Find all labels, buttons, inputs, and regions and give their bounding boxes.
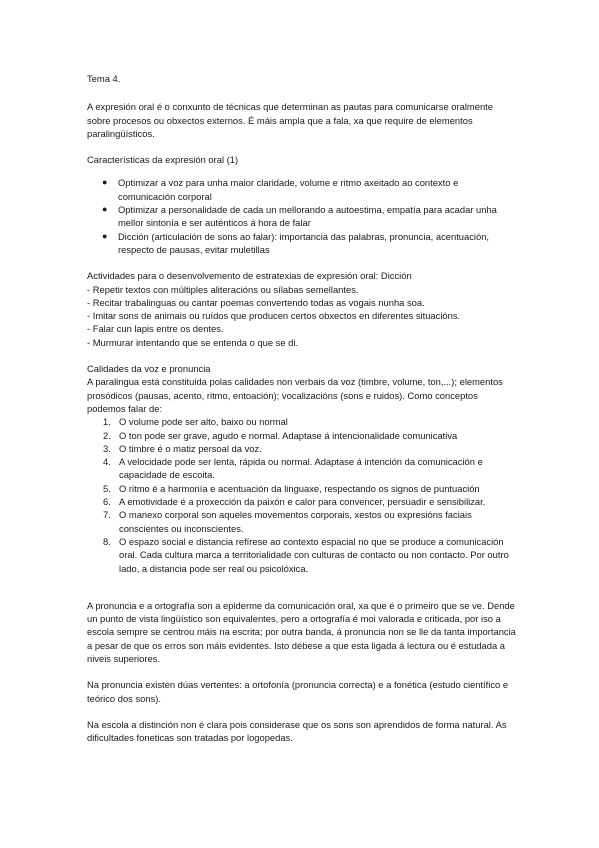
list-item: ● Optimizar a voz para unha maior claridade, volume e ritmo axeitado ao contexto e comunicación corporal [102, 177, 459, 202]
vertentes-paragraph: Na pronuncia existen dúas vertentes: a ortofonía (pronuncia correcta) e a fonética (estudo científico e teórico dos sons). [87, 679, 509, 704]
activities-list [87, 283, 517, 349]
concepts-list [87, 415, 517, 575]
list-item: - Imitar sons de animais ou ruídos que producen certos obxectos en diferentes situacións. [87, 310, 461, 322]
bullet-icon: ● [102, 204, 108, 215]
page-title: Tema 4. [87, 73, 121, 84]
activities-heading: Actividades para o desenvolvemento de estratexias de expresión oral: Dicción [87, 270, 412, 282]
intro-paragraph: A expresión oral é o conxunto de técnicas que determinan as pautas para comunicarse oralmente sobre procesos ou obxectos externos. É máis ampla que a fala, xa que require de elementos paralingüísticos. [87, 101, 493, 139]
characteristics-heading: Características da expresión oral (1) [87, 154, 239, 166]
list-item: - Recitar trabalinguas ou cantar poemas convertendo todas as vogais nunha soa. [87, 296, 425, 308]
list-item: 8. O espazo social e distancia refírese ao contexto espacial no que se produce a comunicación oral. Cada cultura marca a territorialidade con culturas de contacto ou non contacto. Por outro lado, a distancia pode ser real ou psicolóxica. [103, 535, 509, 574]
list-item: 2. O ton pode ser grave, agudo e normal. Adaptase á intencionalidade comunicativa [103, 429, 458, 441]
list-item: 4. A velocidade pode ser lenta, rápida ou normal. Adaptase á intención da comunicación e capacidade de escoita. [103, 456, 483, 481]
list-item: 3. O timbre é o matiz persoal da voz. [103, 442, 262, 454]
pronuncia-paragraph: A pronuncia e a ortografía son a epiderme da comunicación oral, xa que é o primeiro que se ve. Dende un punto de vista lingüístico son equivalentes, pero a ortografía é moi valorada e criticada, por iso a escola sempre se centrou máis na escrita; por outra banda, á pronuncia non se lle da tanta importancia a pesar de que os erros son máis evidentes. Isto débese a que esta ligada á lectura ou é estudada a niveis superiores. [87, 599, 516, 664]
list-item: 7. O manexo corporal son aqueles movementos corporais, xestos ou expresións faciais conscientes ou inconscientes. [103, 509, 472, 534]
list-item: - Falar cun lapis entre os dentes. [87, 323, 224, 335]
list-item: ● Optimizar a personalidade de cada un mellorando a autoestima, empatía para acadar unha mellor sintonía e ser auténticos á hora de falar [102, 204, 497, 229]
list-item: 5. O ritmo é a harmonía e acentuación da linguaxe, respectando os signos de puntuación [103, 482, 480, 494]
characteristics-list [87, 176, 517, 256]
qualities-heading: Calidades da voz e pronuncia [87, 363, 211, 375]
list-item: - Repetir textos con múltiples aliteracións ou sílabas semellantes. [87, 283, 359, 295]
list-item: 1. O volume pode ser alto, baixo ou normal [103, 416, 288, 428]
list-item: - Murmurar intentando que se entenda o que se di. [87, 336, 299, 348]
bullet-icon: ● [102, 230, 108, 241]
document-body [87, 72, 517, 744]
bullet-icon: ● [102, 177, 108, 188]
list-item: 6. A emotividade é a proxección da paixón e calor para convencer, persuadir e sensibilizar. [103, 496, 486, 508]
escola-paragraph: Na escola a distinción non é clara pois considerase que os sons son aprendidos de forma natural. As dificultades foneticas son tratadas por logopedas. [87, 718, 507, 744]
qualities-intro: A paralingua está constituida polas calidades non verbais da voz (timbre, volume, ton,...); elementos prosódicos (pausas, acento, ritmo, entoación); vocalizacións (sons e ruidos). Como conceptos podemos falar de: [87, 376, 503, 414]
list-item: ● Dicción (articulación de sons ao falar): importancia das palabras, pronuncia, acentuación, respecto de pausas, evitar muletillas [102, 230, 490, 255]
